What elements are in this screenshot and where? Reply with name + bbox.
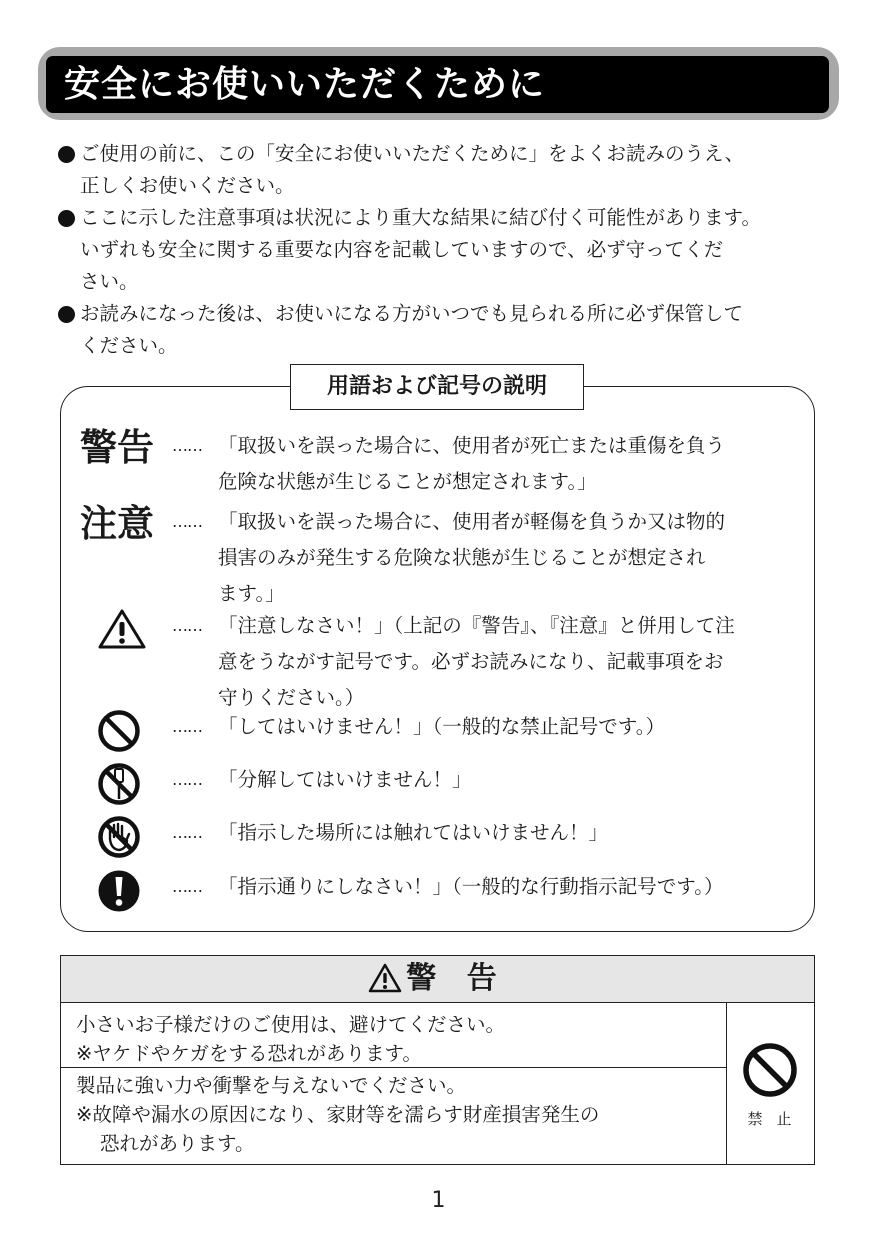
leader-dots: …… <box>172 770 202 789</box>
legend-heading: 用語および記号の説明 <box>290 364 584 410</box>
prohibition-icon <box>742 1042 798 1098</box>
intro-bullet-3: お読みになった後は、お使いになる方がいつでも見られる所に必ず保管して ください。 <box>58 298 818 362</box>
caution-description: 「取扱いを誤った場合に、使用者が軽傷を負うか又は物的 損害のみが発生する危険な状態が生じることが想定され ます。」 <box>218 510 726 605</box>
no-touch-description: 「指示した場所には触れてはいけません！」 <box>218 821 609 844</box>
no-touch-icon <box>97 815 141 863</box>
prohibit-label: 禁止 <box>747 1110 806 1128</box>
page-title: 安全にお使いいただくために <box>46 56 829 113</box>
attention-description: 「注意しなさい！」（上記の『警告』、『注意』と併用して注 意をうながす記号です。必ずお読みになり、記載事項をお 守りください。） <box>218 614 735 709</box>
leader-dots: …… <box>172 823 202 842</box>
bullet-dot-icon <box>58 210 75 227</box>
intro-section <box>58 138 818 362</box>
bullet-dot-icon <box>58 146 75 163</box>
page-number: 1 <box>431 1188 446 1213</box>
warning-table-header <box>61 956 814 1003</box>
intro-bullet-2: ここに示した注意事項は状況により重大な結果に結び付く可能性があります。 いずれも安全に関する重要な内容を記載していますので、必ず守ってくだ さい。 <box>58 202 818 298</box>
bullet-dot-icon <box>58 306 75 323</box>
leader-dots: …… <box>172 512 202 531</box>
intro-bullet-1: ご使用の前に、この「安全にお使いいただくために」をよくお読みのうえ、 正しくお使いください。 <box>58 138 818 202</box>
warning-key: 警告 <box>80 426 154 469</box>
prohibit-symbol-cell <box>727 1002 814 1165</box>
mandatory-description: 「指示通りにしなさい！」（一般的な行動指示記号です。） <box>218 875 724 898</box>
warning-table <box>60 955 815 1165</box>
warning-table-title: 警 告 <box>406 961 507 996</box>
row-divider <box>61 1067 726 1068</box>
leader-dots: …… <box>172 717 202 736</box>
leader-dots: …… <box>172 616 202 635</box>
mandatory-action-icon <box>97 869 141 917</box>
warning-triangle-icon <box>368 963 402 993</box>
prohibition-icon <box>97 709 141 757</box>
no-disassembly-description: 「分解してはいけません！」 <box>218 768 472 791</box>
no-disassembly-icon <box>97 762 141 810</box>
warning-triangle-icon <box>97 608 147 654</box>
caution-key: 注意 <box>80 502 154 545</box>
warning-description: 「取扱いを誤った場合に、使用者が死亡または重傷を負う 危険な状態が生じることが想定されます。」 <box>218 434 726 493</box>
warning-item-2: 製品に強い力や衝撃を与えないでください。 ※故障や漏水の原因になり、家財等を濡らす財産損害発生の 恐れがあります。 <box>76 1074 600 1155</box>
warning-item-1: 小さいお子様だけのご使用は、避けてください。 ※ヤケドやケガをする恐れがあります。 <box>76 1013 506 1065</box>
leader-dots: …… <box>172 436 202 455</box>
leader-dots: …… <box>172 877 202 896</box>
prohibited-description: 「してはいけません！」（一般的な禁止記号です。） <box>218 715 665 738</box>
